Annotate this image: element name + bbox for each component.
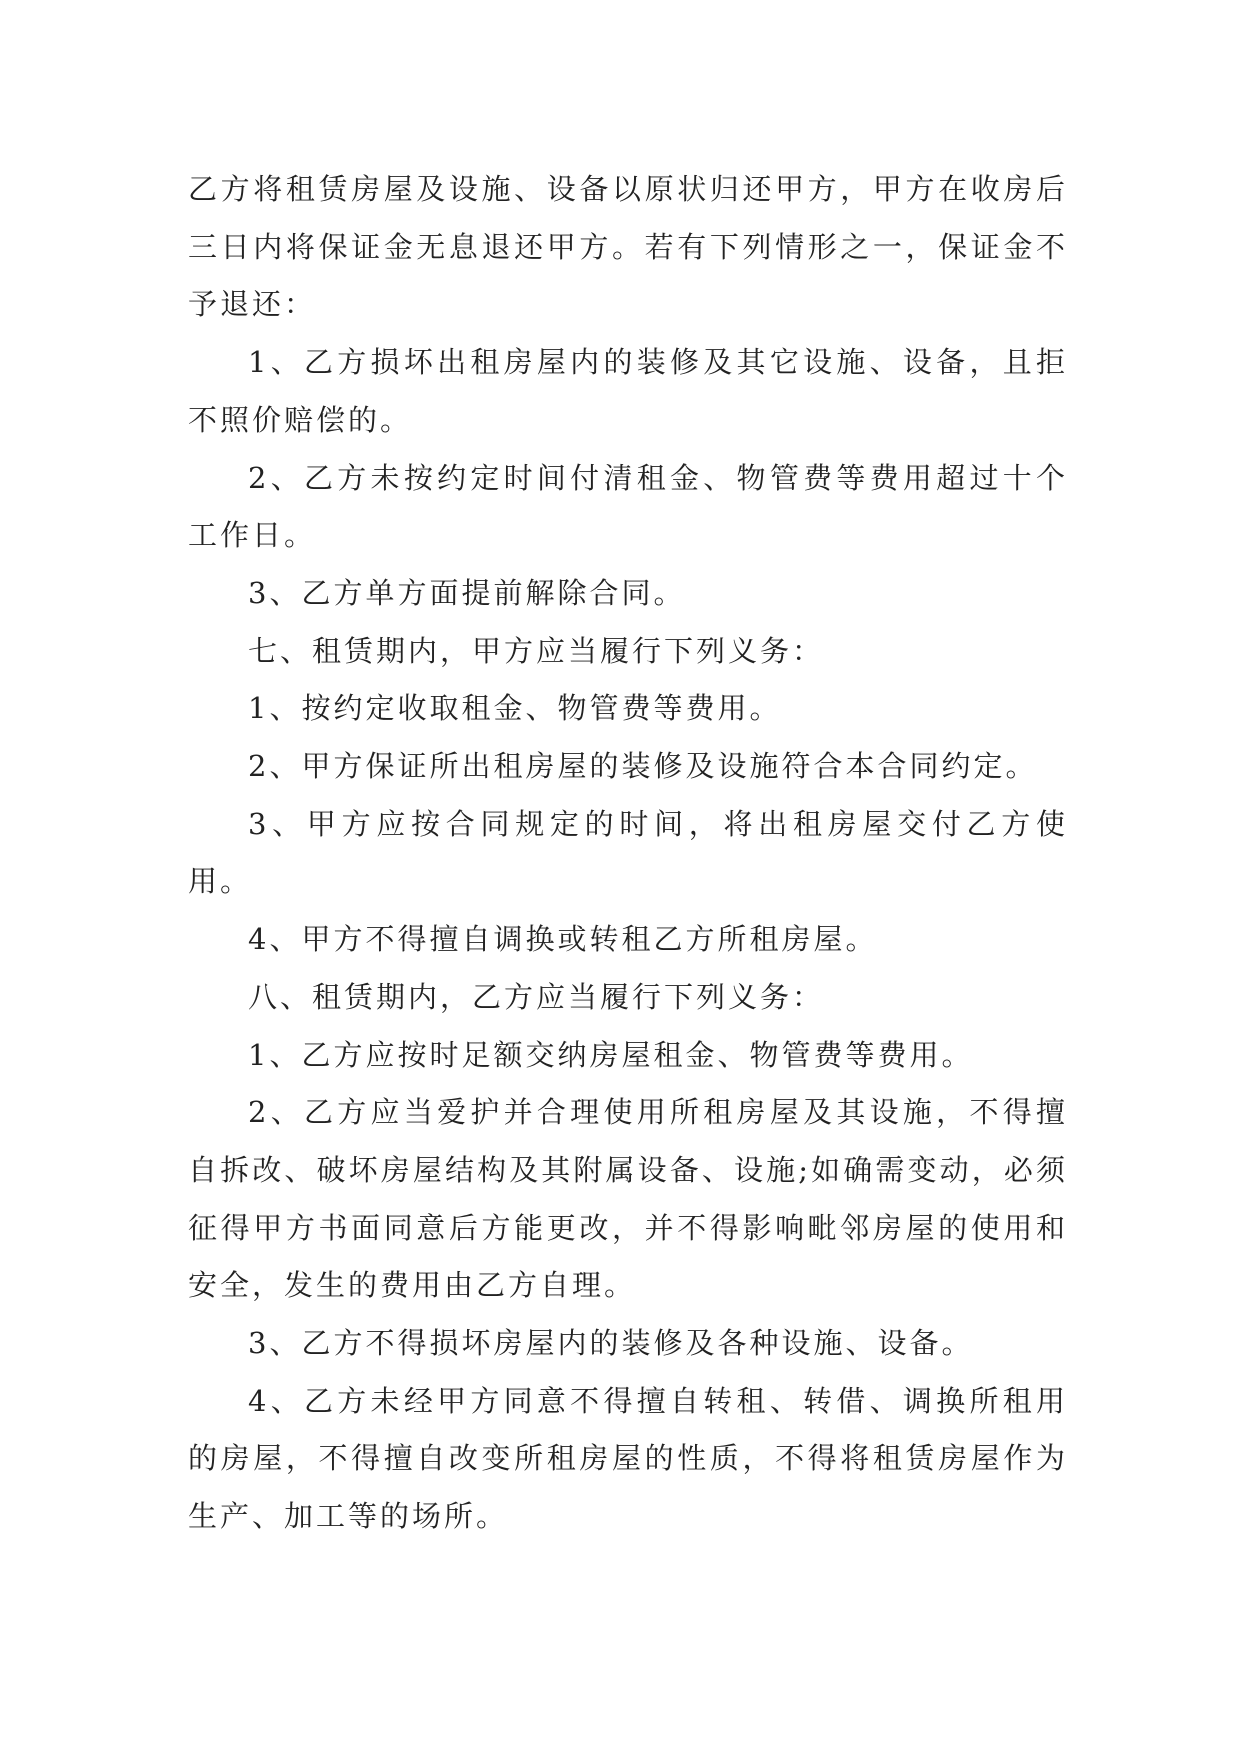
paragraph-clause-7-2: 2、甲方保证所出租房屋的装修及设施符合本合同约定。 (248, 749, 1038, 784)
paragraph-clause-6-1: 1、乙方损坏出租房屋内的装修及其它设施、设备，且拒不照价赔偿的。 (188, 345, 1068, 437)
paragraph-clause-8-3: 3、乙方不得损坏房屋内的装修及各种设施、设备。 (248, 1326, 974, 1361)
paragraph-clause-7-4: 4、甲方不得擅自调换或转租乙方所租房屋。 (248, 922, 878, 957)
section-heading-7: 七、租赁期内，甲方应当履行下列义务： (248, 633, 825, 668)
paragraph-clause-7-1: 1、按约定收取租金、物管费等费用。 (248, 691, 782, 726)
paragraph-clause-8-4: 4、乙方未经甲方同意不得擅自转租、转借、调换所租用的房屋，不得擅自改变所租房屋的性质，不得将租赁房屋作为生产、加工等的场所。 (188, 1383, 1068, 1534)
paragraph-clause-8-2: 2、乙方应当爱护并合理使用所租房屋及其设施，不得擅自拆改、破坏房屋结构及其附属设备、设施;如确需变动，必须征得甲方书面同意后方能更改，并不得影响毗邻房屋的使用和安全，发生的费用由乙方自理。 (188, 1095, 1068, 1303)
section-heading-8: 八、租赁期内，乙方应当履行下列义务： (248, 979, 825, 1014)
paragraph-clause-7-3: 3、甲方应按合同规定的时间，将出租房屋交付乙方使用。 (188, 806, 1068, 899)
paragraph-clause-8-1: 1、乙方应按时足额交纳房屋租金、物管费等费用。 (248, 1037, 974, 1072)
paragraph-deposit-return: 乙方将租赁房屋及设施、设备以原状归还甲方，甲方在收房后三日内将保证金无息退还甲方。若有下列情形之一，保证金不予退还： (188, 172, 1068, 322)
paragraph-clause-6-3: 3、乙方单方面提前解除合同。 (248, 575, 686, 610)
document-body (188, 161, 1068, 1546)
paragraph-clause-6-2: 2、乙方未按约定时间付清租金、物管费等费用超过十个工作日。 (188, 460, 1068, 553)
